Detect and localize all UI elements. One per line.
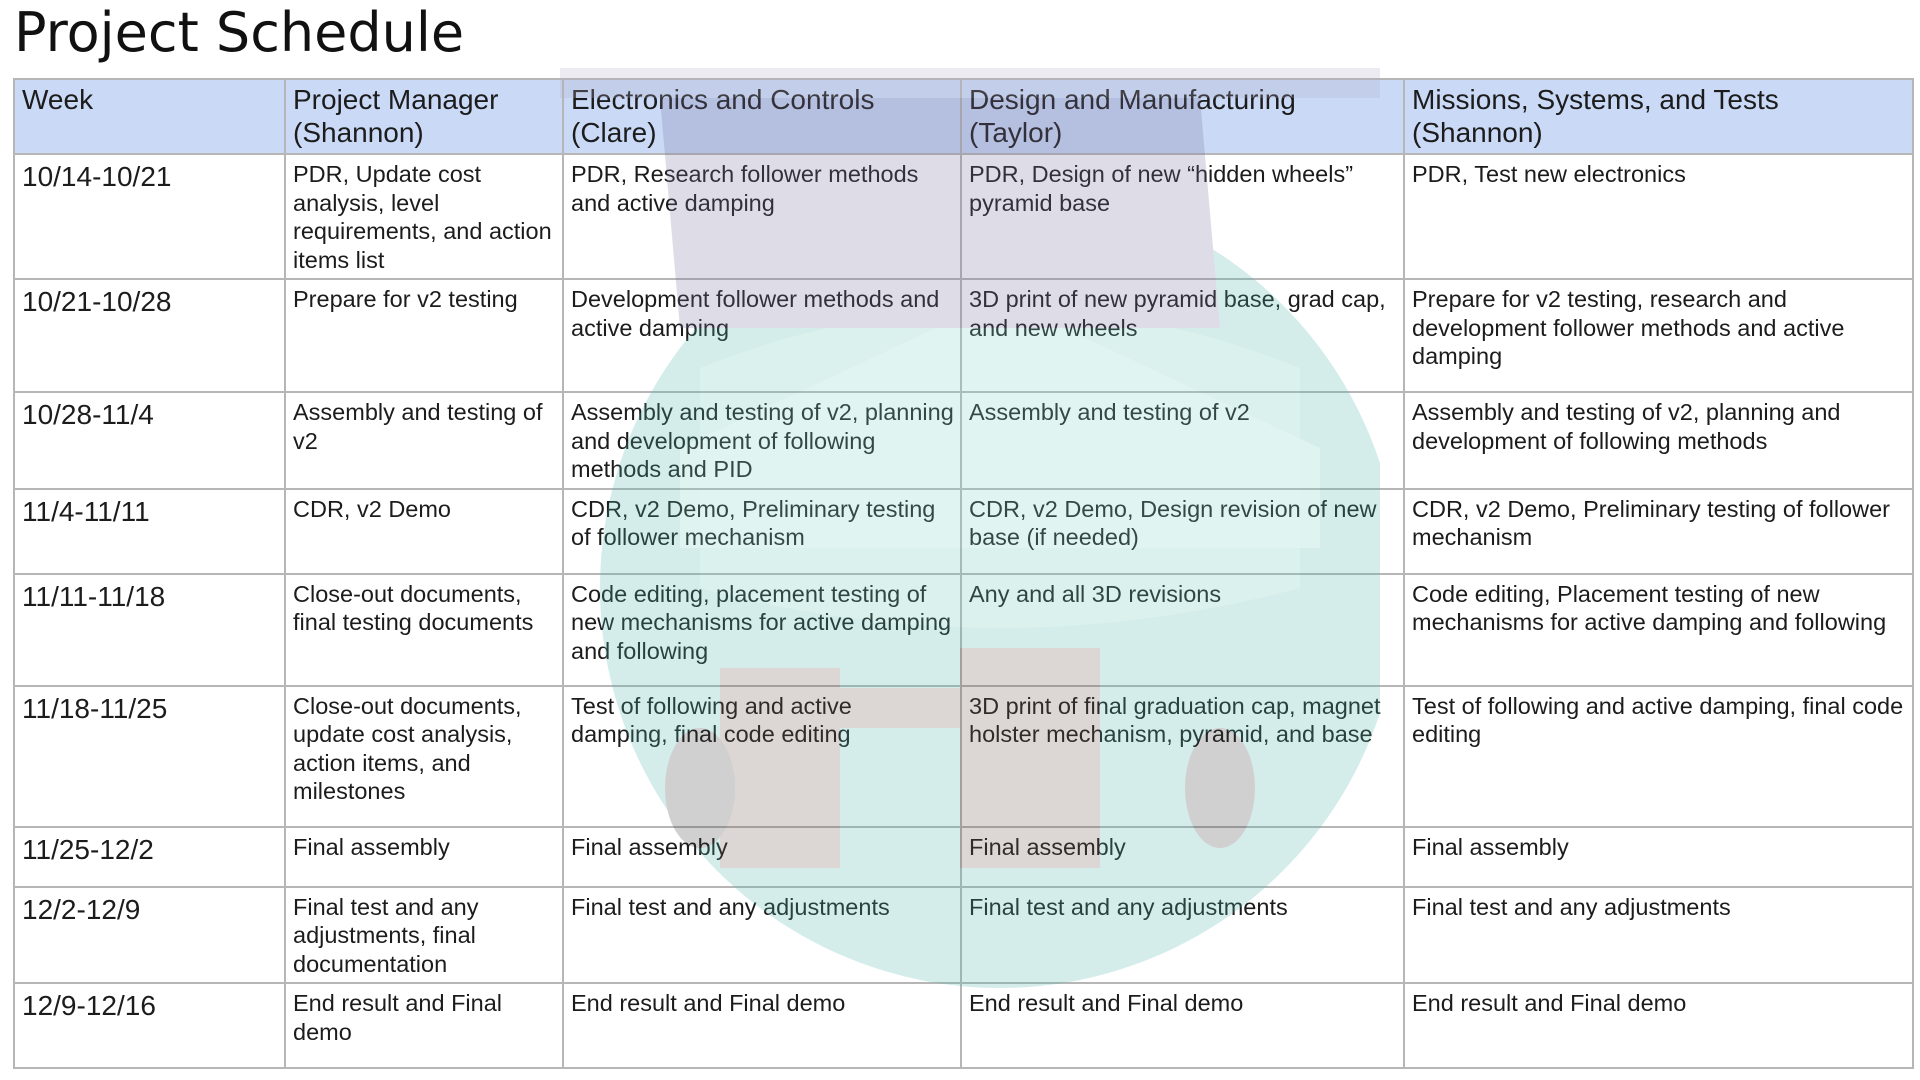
missions-systems-tests-cell: Final assembly [1404, 827, 1913, 887]
missions-systems-tests-cell: Assembly and testing of v2, planning and development of following methods [1404, 392, 1913, 489]
design-manufacturing-cell: Assembly and testing of v2 [961, 392, 1404, 489]
table-row [14, 154, 1913, 279]
design-manufacturing-cell: Final assembly [961, 827, 1404, 887]
header-missions-systems-tests [1404, 79, 1913, 154]
week-cell: 10/21-10/28 [14, 279, 285, 392]
table-header-row [14, 79, 1913, 154]
week-cell: 11/18-11/25 [14, 686, 285, 827]
project-manager-cell: Close-out documents, update cost analysis, action items, and milestones [285, 686, 563, 827]
table-row [14, 574, 1913, 686]
missions-systems-tests-cell: Code editing, Placement testing of new mechanisms for active damping and following [1404, 574, 1913, 686]
table-row [14, 279, 1913, 392]
electronics-controls-cell: PDR, Research follower methods and active damping [563, 154, 961, 279]
electronics-controls-cell: End result and Final demo [563, 983, 961, 1068]
table-row [14, 887, 1913, 984]
design-manufacturing-cell: Final test and any adjustments [961, 887, 1404, 984]
project-manager-cell: PDR, Update cost analysis, level requirements, and action items list [285, 154, 563, 279]
project-manager-cell: Final test and any adjustments, final documentation [285, 887, 563, 984]
missions-systems-tests-cell: Final test and any adjustments [1404, 887, 1913, 984]
week-cell: 11/25-12/2 [14, 827, 285, 887]
project-manager-cell: Prepare for v2 testing [285, 279, 563, 392]
header-label: Project Manager [293, 84, 499, 115]
project-manager-cell: Assembly and testing of v2 [285, 392, 563, 489]
week-cell: 11/4-11/11 [14, 489, 285, 574]
design-manufacturing-cell: End result and Final demo [961, 983, 1404, 1068]
missions-systems-tests-cell: Prepare for v2 testing, research and development follower methods and active damping [1404, 279, 1913, 392]
header-owner: (Shannon) [293, 117, 424, 148]
header-label: Missions, Systems, and Tests [1412, 84, 1779, 115]
header-electronics-controls [563, 79, 961, 154]
header-label: Design and Manufacturing [969, 84, 1296, 115]
design-manufacturing-cell: Any and all 3D revisions [961, 574, 1404, 686]
design-manufacturing-cell: 3D print of new pyramid base, grad cap, and new wheels [961, 279, 1404, 392]
header-week-label: Week [22, 84, 94, 115]
electronics-controls-cell: Assembly and testing of v2, planning and development of following methods and PID [563, 392, 961, 489]
header-label: Electronics and Controls [571, 84, 875, 115]
table-row [14, 392, 1913, 489]
schedule-table [13, 78, 1914, 1069]
project-manager-cell: Final assembly [285, 827, 563, 887]
electronics-controls-cell: Final test and any adjustments [563, 887, 961, 984]
project-manager-cell: End result and Final demo [285, 983, 563, 1068]
missions-systems-tests-cell: PDR, Test new electronics [1404, 154, 1913, 279]
header-owner: (Clare) [571, 117, 657, 148]
table-row [14, 983, 1913, 1068]
missions-systems-tests-cell: End result and Final demo [1404, 983, 1913, 1068]
week-cell: 12/2-12/9 [14, 887, 285, 984]
header-project-manager [285, 79, 563, 154]
week-cell: 12/9-12/16 [14, 983, 285, 1068]
table-row [14, 827, 1913, 887]
electronics-controls-cell: Code editing, placement testing of new mechanisms for active damping and following [563, 574, 961, 686]
electronics-controls-cell: Development follower methods and active damping [563, 279, 961, 392]
project-manager-cell: CDR, v2 Demo [285, 489, 563, 574]
header-week [14, 79, 285, 154]
project-manager-cell: Close-out documents, final testing documents [285, 574, 563, 686]
design-manufacturing-cell: 3D print of final graduation cap, magnet holster mechanism, pyramid, and base [961, 686, 1404, 827]
header-design-manufacturing [961, 79, 1404, 154]
table-row [14, 489, 1913, 574]
week-cell: 11/11-11/18 [14, 574, 285, 686]
design-manufacturing-cell: PDR, Design of new “hidden wheels” pyramid base [961, 154, 1404, 279]
page-title: Project Schedule [14, 1, 465, 64]
electronics-controls-cell: CDR, v2 Demo, Preliminary testing of follower mechanism [563, 489, 961, 574]
header-owner: (Shannon) [1412, 117, 1543, 148]
design-manufacturing-cell: CDR, v2 Demo, Design revision of new base (if needed) [961, 489, 1404, 574]
electronics-controls-cell: Final assembly [563, 827, 961, 887]
week-cell: 10/14-10/21 [14, 154, 285, 279]
table-row [14, 686, 1913, 827]
week-cell: 10/28-11/4 [14, 392, 285, 489]
header-owner: (Taylor) [969, 117, 1063, 148]
missions-systems-tests-cell: CDR, v2 Demo, Preliminary testing of follower mechanism [1404, 489, 1913, 574]
electronics-controls-cell: Test of following and active damping, final code editing [563, 686, 961, 827]
missions-systems-tests-cell: Test of following and active damping, final code editing [1404, 686, 1913, 827]
